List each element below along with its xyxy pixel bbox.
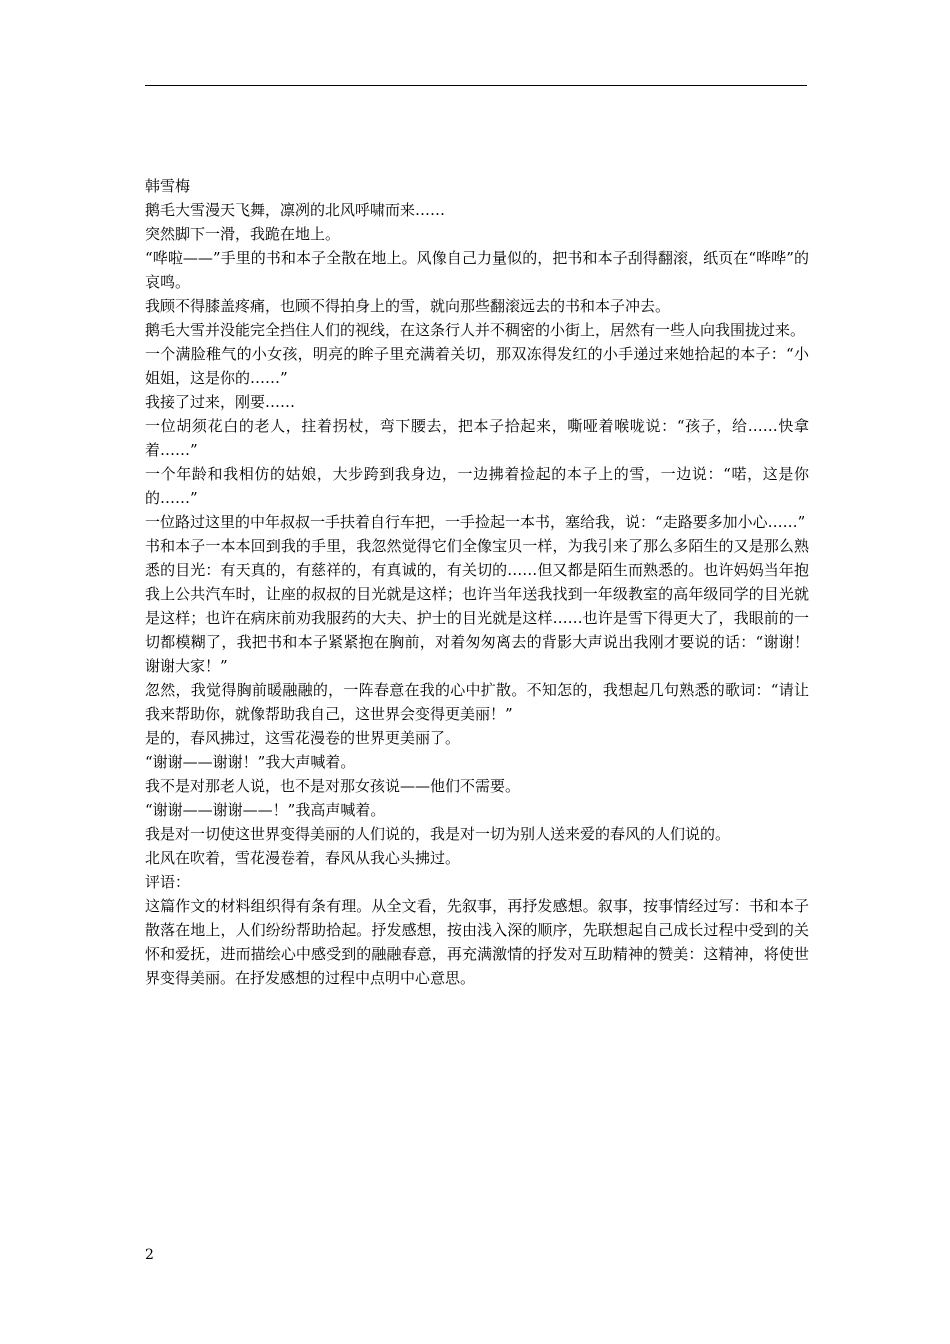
document-body xyxy=(145,174,809,990)
paragraph: “谢谢——谢谢——！”我高声喊着。 xyxy=(145,801,386,819)
commentary-paragraph: 这篇作文的材料组织得有条有理。从全文看，先叙事，再抒发感想。叙事，按事情经过写：书和本子散落在地上，人们纷纷帮助拾起。抒发感想，按由浅入深的顺序，先联想起自己成长过程中受到的关怀和爱抚，进而描绘心中感受到的融融春意，再充满激情的抒发对互助精神的赞美：这精神，将使世界变得美丽。在抒发感想的过程中点明中心意思。 xyxy=(145,897,809,987)
paragraph: “谢谢——谢谢！”我大声喊着。 xyxy=(145,753,356,771)
paragraph: 我不是对那老人说，也不是对那女孩说——他们不需要。 xyxy=(145,777,521,795)
paragraph: 北风在吹着，雪花漫卷着，春风从我心头拂过。 xyxy=(145,849,461,867)
paragraph: 鹅毛大雪漫天飞舞，凛冽的北风呼啸而来…… xyxy=(145,201,446,219)
paragraph: 我接了过来，刚要…… xyxy=(145,393,296,411)
paragraph: 突然脚下一滑，我跪在地上。 xyxy=(145,225,341,243)
paragraph: 我是对一切使这世界变得美丽的人们说的，我是对一切为别人送来爱的春风的人们说的。 xyxy=(145,825,731,843)
paragraph: 书和本子一本本回到我的手里，我忽然觉得它们全像宝贝一样，为我引来了那么多陌生的又是那么熟悉的目光：有天真的，有慈祥的，有真诚的，有关切的……但又都是陌生而熟悉的。也许妈妈当年抱我上公共汽车时，让座的叔叔的目光就是这样；也许当年送我找到一年级教室的高年级同学的目光就是这样；也许在病床前劝我服药的大夫、护士的目光就是这样……也许是雪下得更大了，我眼前的一切都模糊了，我把书和本子紧紧抱在胸前，对着匆匆离去的背影大声说出我刚才要说的话：“谢谢！谢谢大家！” xyxy=(145,537,809,675)
author-line: 韩雪梅 xyxy=(145,177,191,195)
paragraph: 一位路过这里的中年叔叔一手扶着自行车把，一手捡起一本书，塞给我，说：“走路要多加小心……” xyxy=(145,513,806,531)
commentary-heading: 评语： xyxy=(145,873,191,891)
header-rule xyxy=(145,85,807,86)
paragraph: 鹅毛大雪并没能完全挡住人们的视线，在这条行人并不稠密的小街上，居然有一些人向我围拢过来。 xyxy=(145,321,806,339)
paragraph: 是的，春风拂过，这雪花漫卷的世界更美丽了。 xyxy=(145,729,461,747)
paragraph: 忽然，我觉得胸前暖融融的，一阵春意在我的心中扩散。不知怎的，我想起几句熟悉的歌词：“请让我来帮助你，就像帮助我自己，这世界会变得更美丽！” xyxy=(145,681,809,723)
paragraph: “哗啦——”手里的书和本子全散在地上。风像自己力量似的，把书和本子刮得翻滚，纸页在“哗哗”的哀鸣。 xyxy=(145,249,809,291)
paragraph: 一个满脸稚气的小女孩，明亮的眸子里充满着关切，那双冻得发红的小手递过来她拾起的本子：“小姐姐，这是你的……” xyxy=(145,345,809,387)
paragraph: 一个年龄和我相仿的姑娘，大步跨到我身边，一边拂着捡起的本子上的雪，一边说：“喏，这是你的……” xyxy=(145,465,809,507)
paragraph: 一位胡须花白的老人，拄着拐杖，弯下腰去，把本子拾起来，嘶哑着喉咙说：“孩子，给……快拿着……” xyxy=(145,417,809,459)
page-number: 2 xyxy=(145,1247,154,1263)
paragraph: 我顾不得膝盖疼痛，也顾不得拍身上的雪，就向那些翻滚远去的书和本子冲去。 xyxy=(145,297,671,315)
